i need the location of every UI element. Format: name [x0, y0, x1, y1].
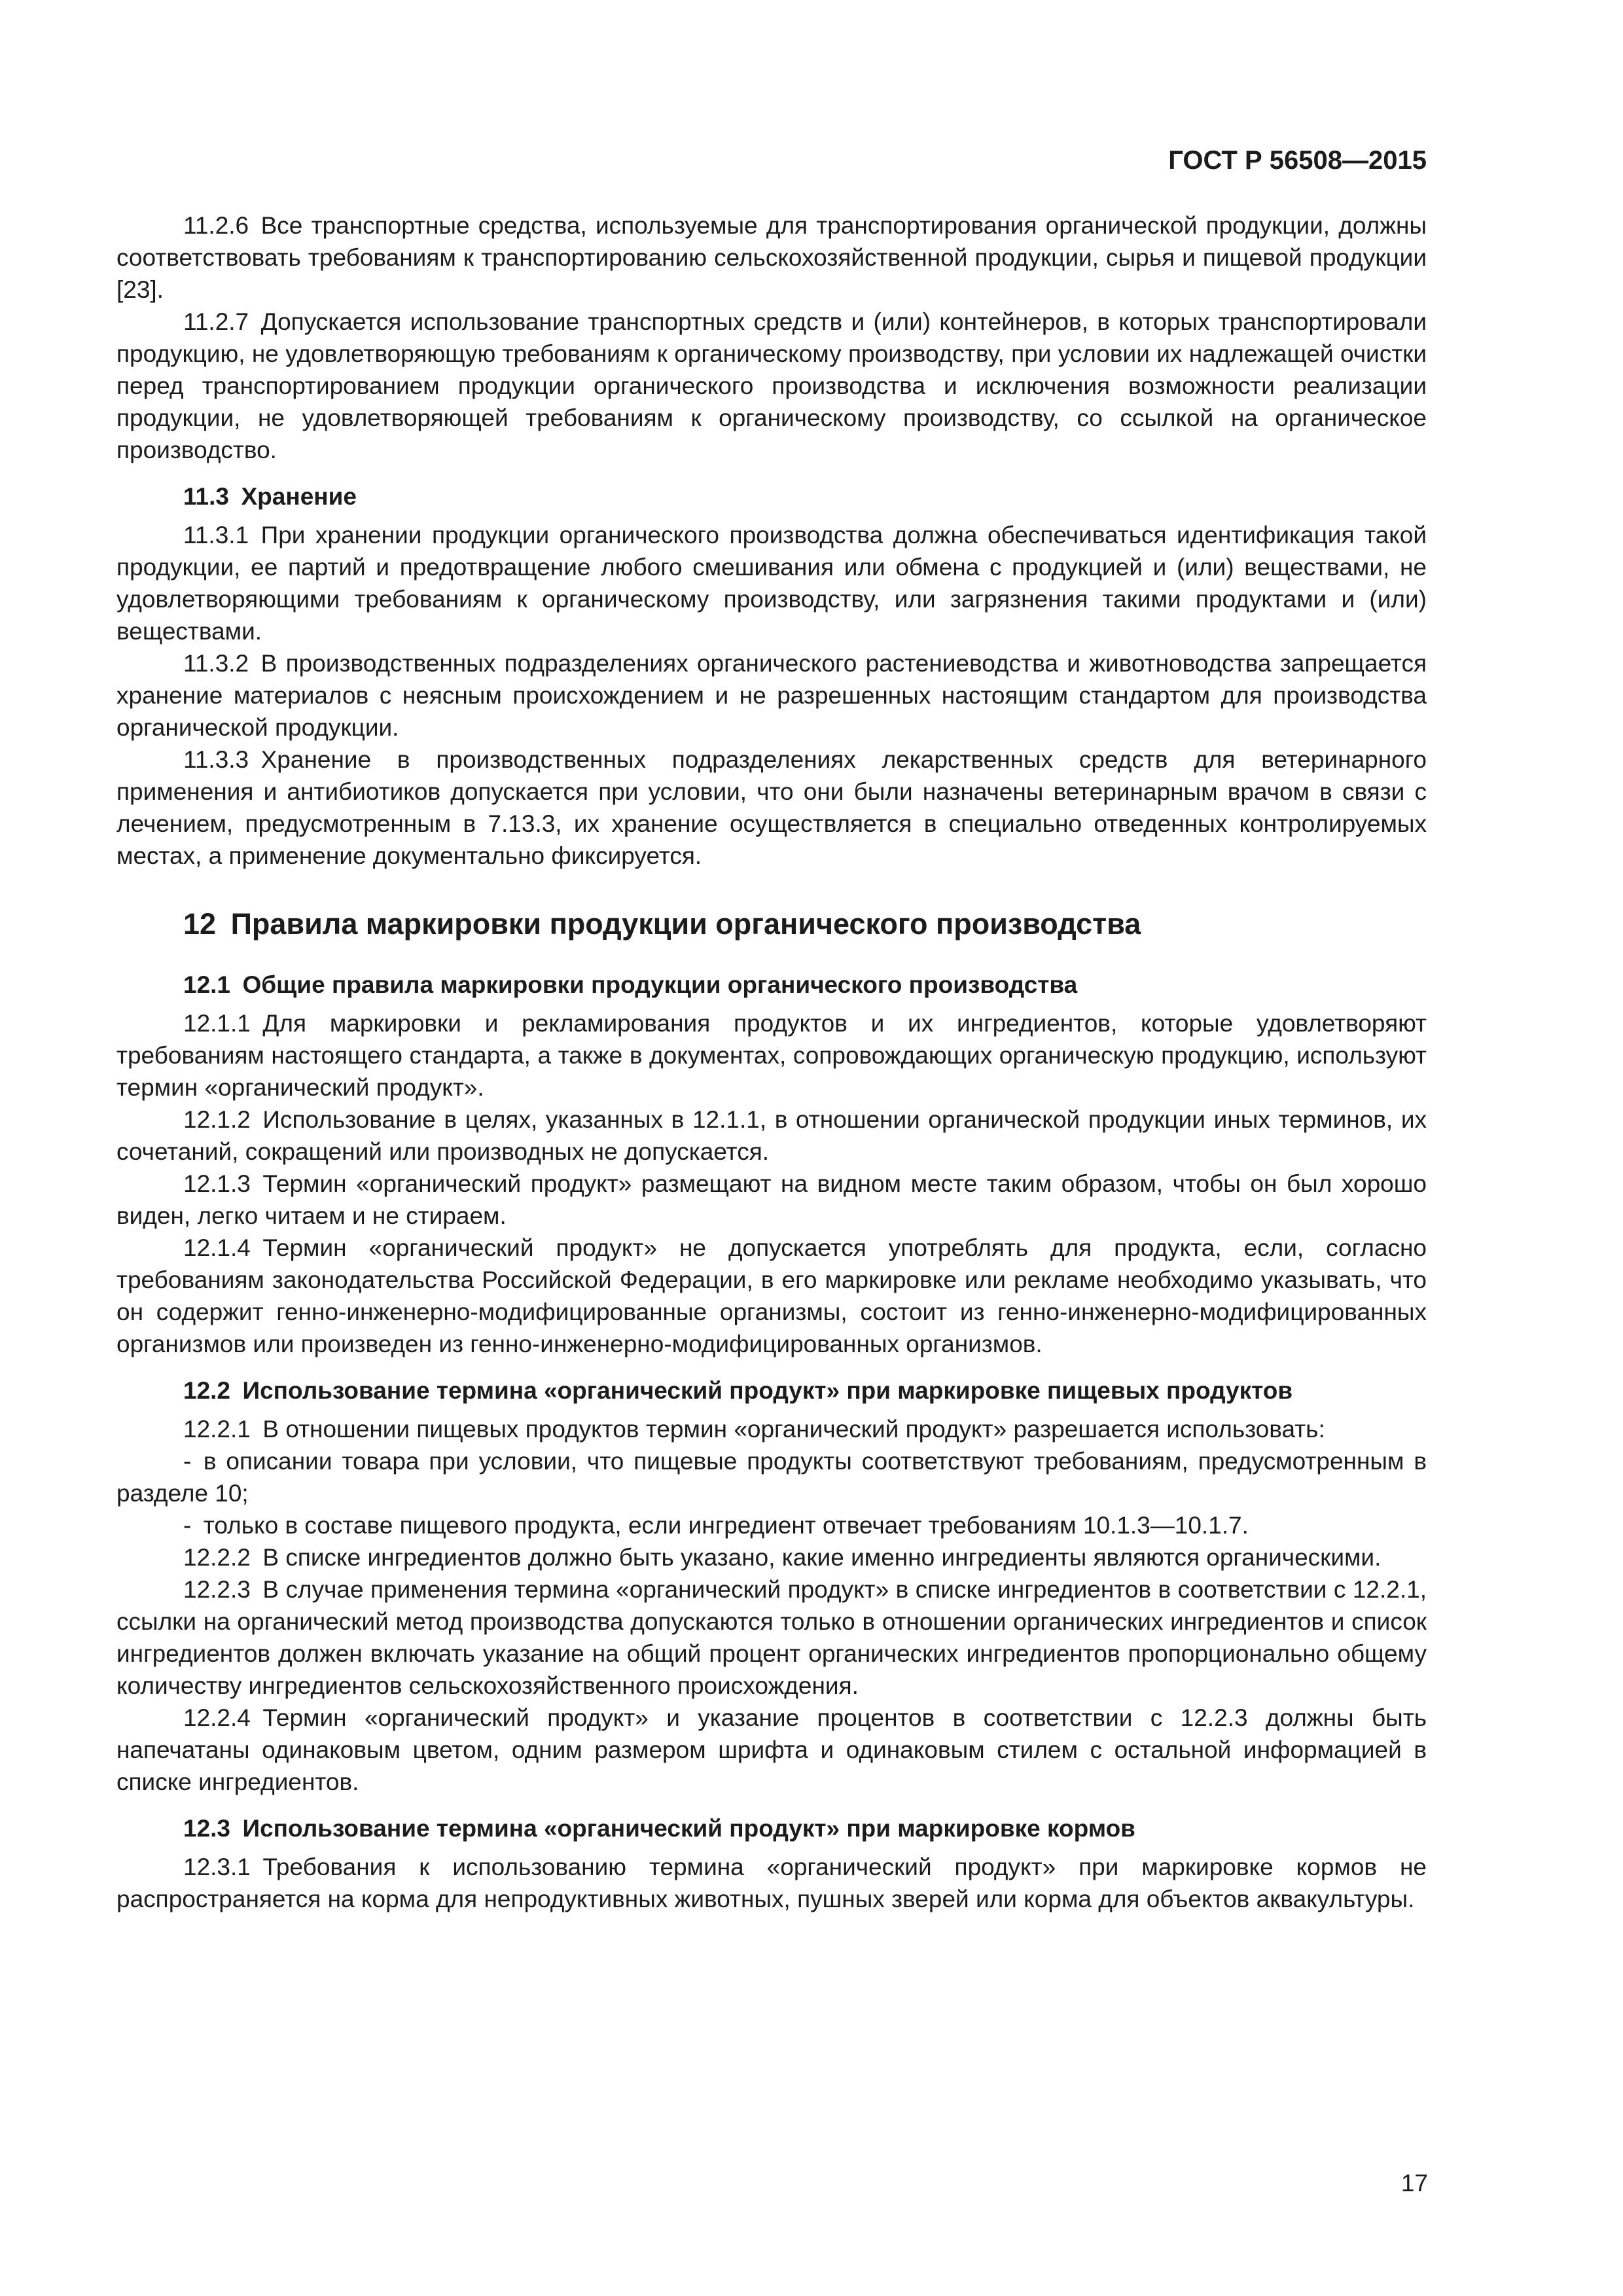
clause-paragraph: [116, 744, 1427, 872]
clause-number: 12.1.4: [183, 1234, 251, 1261]
clause-number: 12.3.1: [183, 1854, 251, 1880]
clause-number: 12.1.3: [183, 1170, 251, 1197]
clause-text: При хранении продукции органического производства должна обеспечиваться идентификация такой продукции, ее партий и предотвращение любого смешивания или обмена с продукцией и (или) веществами, не удовлетворяющими требованиям к органическому производству, или загрязнения такими продуктами и (или) веществами.: [116, 522, 1427, 645]
clause-number: -: [183, 1448, 192, 1475]
clause-paragraph: [116, 1007, 1427, 1103]
clause-number: 12.2.3: [183, 1576, 251, 1603]
clause-text: в описании товара при условии, что пищевые продукты соответствуют требованиям, предусмотренным в разделе 10;: [116, 1448, 1427, 1507]
subsection-heading: [116, 1374, 1427, 1407]
clause-number: 12.2.4: [183, 1704, 251, 1731]
clause-text: Требования к использованию термина «органический продукт» при маркировке кормов не распространяется на корма для непродуктивных животных, пушных зверей или корма для объектов аквакультуры.: [116, 1854, 1427, 1912]
clause-text: В случае применения термина «органический продукт» в списке ингредиентов в соответствии с 12.2.1, ссылки на органический метод производства допускаются только в отношении органических ингредиентов и список ингредиентов должен включать указание на общий процент органических ингредиентов пропорционально общему количеству ингредиентов сельскохозяйственного происхождения.: [116, 1576, 1427, 1699]
subsection-heading: [116, 969, 1427, 1001]
clause-paragraph: [116, 1413, 1427, 1445]
clause-text: Использование термина «органический продукт» при маркировке пищевых продуктов: [242, 1377, 1293, 1404]
clause-text: Хранение: [241, 483, 357, 510]
clause-number: 12.2.1: [183, 1416, 251, 1443]
clause-number: 11.2.7: [183, 308, 249, 335]
clause-number: 12: [183, 907, 217, 941]
clause-text: Для маркировки и рекламирования продуктов и их ингредиентов, которые удовлетворяют требованиям настоящего стандарта, а также в документах, сопровождающих органическую продукцию, используют термин «органический продукт».: [116, 1010, 1427, 1101]
clause-text: В списке ингредиентов должно быть указано, какие именно ингредиенты являются органическими.: [262, 1544, 1382, 1571]
clause-number: 11.3.3: [183, 746, 249, 773]
clause-text: Термин «органический продукт» размещают на видном месте таким образом, чтобы он был хорошо виден, легко читаем и не стираем.: [116, 1170, 1427, 1229]
clause-paragraph: [116, 647, 1427, 744]
page-number: 17: [1400, 2170, 1428, 2197]
clause-paragraph: [116, 1232, 1427, 1360]
clause-text: Термин «органический продукт» не допускается употреблять для продукта, если, согласно требованиям законодательства Российской Федерации, в его маркировке или рекламе необходимо указывать, что он содержит генно-инженерно-модифицированные организмы, состоит из генно-инженерно-модифицированных организмов или произведен из генно-инженерно-модифицированных организмов.: [116, 1234, 1427, 1357]
clause-text: Использование термина «органический продукт» при маркировке кормов: [242, 1815, 1135, 1842]
document-body: [116, 209, 1427, 1915]
clause-paragraph: [116, 1851, 1427, 1915]
clause-paragraph: [116, 1573, 1427, 1702]
clause-number: 12.2: [183, 1377, 231, 1404]
clause-text: В отношении пищевых продуктов термин «органический продукт» разрешается использовать:: [262, 1416, 1325, 1443]
clause-number: 12.1.2: [183, 1106, 251, 1133]
clause-number: 11.2.6: [183, 212, 249, 239]
document-page: [116, 144, 1427, 1915]
list-item: [116, 1509, 1427, 1541]
clause-number: 12.2.2: [183, 1544, 251, 1571]
subsection-heading: [116, 1812, 1427, 1844]
clause-text: Допускается использование транспортных средств и (или) контейнеров, в которых транспортировали продукцию, не удовлетворяющую требованиям к органическому производству, при условии их надлежащей очистки перед транспортированием продукции органического производства и исключения возможности реализации продукции, не удовлетворяющей требованиям к органическому производству, со ссылкой на органическое производство.: [116, 308, 1427, 463]
clause-paragraph: [116, 519, 1427, 647]
clause-number: 12.1.1: [183, 1010, 251, 1037]
clause-text: Использование в целях, указанных в 12.1.1, в отношении органической продукции иных терминов, их сочетаний, сокращений или производных не допускается.: [116, 1106, 1427, 1165]
clause-paragraph: [116, 306, 1427, 466]
clause-paragraph: [116, 1168, 1427, 1232]
clause-number: 11.3.2: [183, 650, 249, 677]
clause-text: Правила маркировки продукции органического производства: [230, 907, 1141, 941]
clause-text: Термин «органический продукт» и указание процентов в соответствии с 12.2.3 должны быть напечатаны одинаковым цветом, одним размером шрифта и одинаковым стилем с остальной информацией в списке ингредиентов.: [116, 1704, 1427, 1795]
list-item: [116, 1445, 1427, 1509]
clause-text: Общие правила маркировки продукции органического производства: [242, 971, 1078, 998]
clause-text: Хранение в производственных подразделениях лекарственных средств для ветеринарного применения и антибиотиков допускается при условии, что они были назначены ветеринарным врачом в связи с лечением, предусмотренным в 7.13.3, их хранение осуществляется в специально отведенных контролируемых местах, а применение документально фиксируется.: [116, 746, 1427, 869]
clause-paragraph: [116, 1103, 1427, 1168]
clause-paragraph: [116, 1702, 1427, 1798]
clause-number: 11.3.1: [183, 522, 249, 548]
document-code-header: ГОСТ Р 56508—2015: [1168, 146, 1427, 175]
subsection-heading: [116, 480, 1427, 512]
clause-number: -: [183, 1512, 192, 1539]
section-heading: [116, 906, 1427, 942]
clause-paragraph: [116, 209, 1427, 306]
clause-text: Все транспортные средства, используемые для транспортирования органической продукции, должны соответствовать требованиям к транспортированию сельскохозяйственной продукции, сырья и пищевой продукции [23].: [116, 212, 1427, 303]
clause-number: 12.3: [183, 1815, 231, 1842]
clause-number: 11.3: [183, 483, 229, 510]
clause-number: 12.1: [183, 971, 231, 998]
clause-text: В производственных подразделениях органического растениеводства и животноводства запрещается хранение материалов с неясным происхождением и не разрешенных настоящим стандартом для производства органической продукции.: [116, 650, 1427, 741]
clause-paragraph: [116, 1541, 1427, 1573]
clause-text: только в составе пищевого продукта, если ингредиент отвечает требованиям 10.1.3—10.1.7.: [203, 1512, 1249, 1539]
